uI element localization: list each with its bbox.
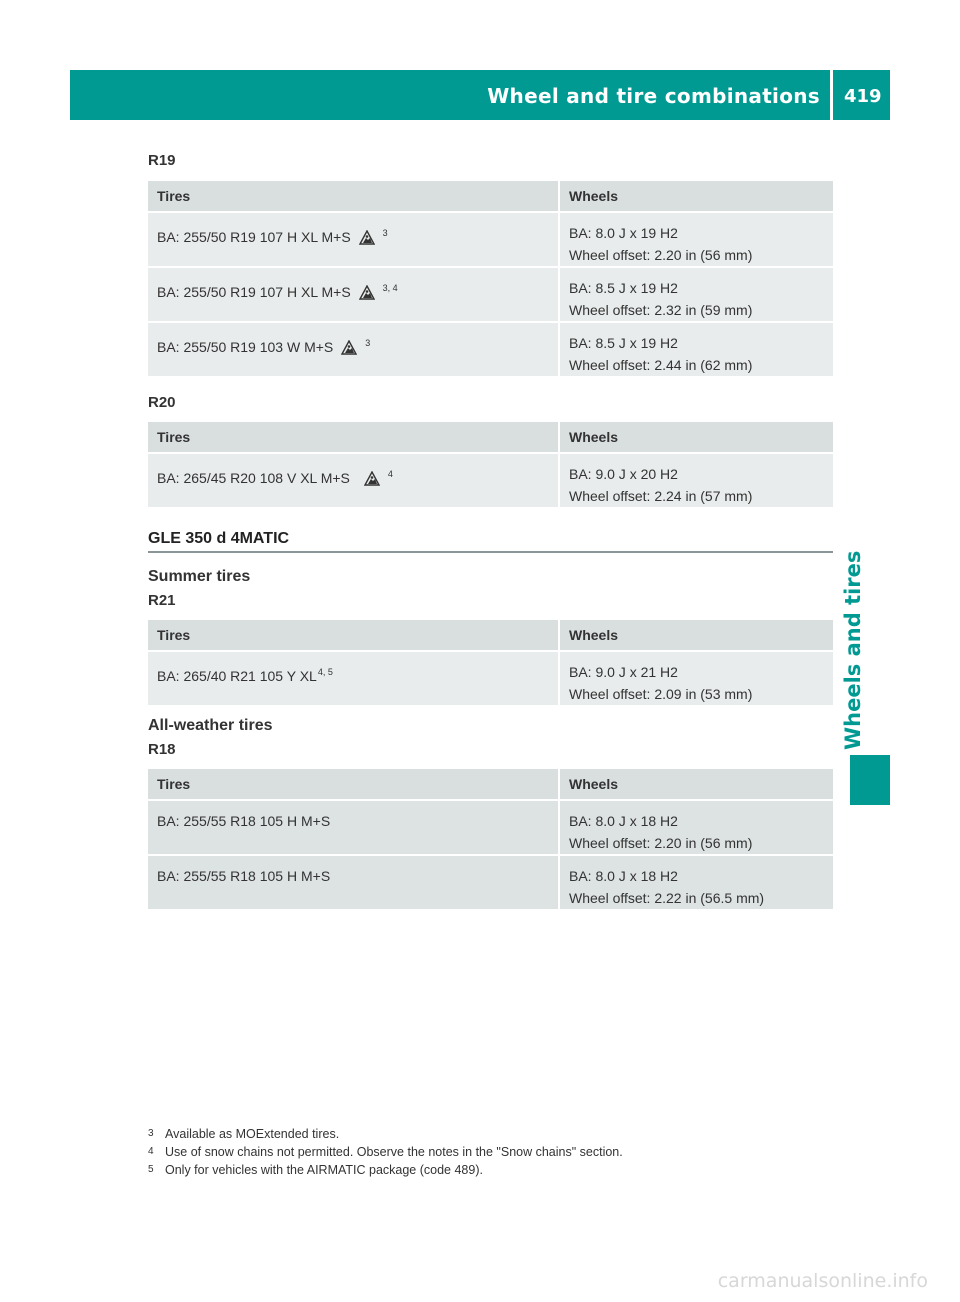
wheel-cell bbox=[560, 454, 833, 509]
table-header-row bbox=[148, 181, 833, 213]
column-header-wheels: Wheels bbox=[560, 769, 833, 801]
table-header-row bbox=[148, 620, 833, 652]
column-header-wheels: Wheels bbox=[560, 422, 833, 454]
wheel-cell bbox=[560, 268, 833, 323]
page-title: Wheel and tire combinations bbox=[487, 84, 820, 108]
wheel-spec: BA: 8.5 J x 19 H2 bbox=[569, 280, 678, 296]
side-tab-block bbox=[850, 755, 890, 805]
wheel-spec: BA: 8.5 J x 19 H2 bbox=[569, 335, 678, 351]
summer-tires-heading: Summer tires bbox=[148, 568, 251, 585]
section-label-r18: R18 bbox=[148, 741, 176, 758]
wheel-cell bbox=[560, 323, 833, 378]
tire-cell bbox=[148, 652, 560, 707]
wheel-offset: Wheel offset: 2.44 in (62 mm) bbox=[569, 357, 753, 373]
table-row bbox=[148, 454, 833, 509]
snowflake-mountain-icon bbox=[359, 229, 375, 251]
table-r20 bbox=[148, 422, 833, 509]
footnotes bbox=[148, 1125, 623, 1179]
watermark: carmanualsonline.info bbox=[717, 1270, 928, 1292]
table-row bbox=[148, 323, 833, 378]
footnote bbox=[148, 1125, 623, 1143]
footnote-text: Available as MOExtended tires. bbox=[165, 1127, 340, 1141]
side-tab-label: Wheels and tires bbox=[841, 550, 865, 750]
table-row bbox=[148, 652, 833, 707]
table-header-row bbox=[148, 422, 833, 454]
tire-spec: BA: 255/50 R19 107 H XL M+S bbox=[157, 229, 351, 245]
section-label-r19: R19 bbox=[148, 152, 176, 169]
wheel-offset: Wheel offset: 2.20 in (56 mm) bbox=[569, 835, 753, 851]
wheel-cell bbox=[560, 652, 833, 707]
column-header-tires: Tires bbox=[148, 769, 560, 801]
section-label-r21: R21 bbox=[148, 592, 176, 609]
wheel-offset: Wheel offset: 2.32 in (59 mm) bbox=[569, 302, 753, 318]
footnote-ref: 4 bbox=[387, 469, 393, 479]
wheel-cell bbox=[560, 801, 833, 856]
wheel-offset: Wheel offset: 2.24 in (57 mm) bbox=[569, 488, 753, 504]
footnote-number: 5 bbox=[148, 1164, 154, 1175]
header-divider bbox=[830, 70, 833, 120]
wheel-cell bbox=[560, 856, 833, 911]
tire-cell bbox=[148, 213, 560, 268]
footnote-ref: 4, 5 bbox=[317, 667, 333, 677]
table-header-row bbox=[148, 769, 833, 801]
footnote-text: Only for vehicles with the AIRMATIC package (code 489). bbox=[165, 1163, 483, 1177]
column-header-tires: Tires bbox=[148, 422, 560, 454]
all-weather-tires-heading: All-weather tires bbox=[148, 717, 273, 734]
wheel-cell bbox=[560, 213, 833, 268]
wheel-spec: BA: 8.0 J x 18 H2 bbox=[569, 868, 678, 884]
table-row bbox=[148, 213, 833, 268]
table-row bbox=[148, 856, 833, 911]
wheel-offset: Wheel offset: 2.20 in (56 mm) bbox=[569, 247, 753, 263]
wheel-offset: Wheel offset: 2.09 in (53 mm) bbox=[569, 686, 753, 702]
tire-spec: BA: 265/40 R21 105 Y XL bbox=[157, 668, 317, 684]
wheel-offset: Wheel offset: 2.22 in (56.5 mm) bbox=[569, 890, 765, 906]
column-header-wheels: Wheels bbox=[560, 181, 833, 213]
wheel-spec: BA: 8.0 J x 19 H2 bbox=[569, 225, 678, 241]
snowflake-mountain-icon bbox=[364, 470, 380, 492]
section-label-r20: R20 bbox=[148, 394, 176, 411]
snowflake-mountain-icon bbox=[359, 284, 375, 306]
tire-spec: BA: 255/50 R19 107 H XL M+S bbox=[157, 284, 351, 300]
footnote-number: 3 bbox=[148, 1128, 154, 1139]
page-number: 419 bbox=[844, 86, 882, 107]
snowflake-mountain-icon bbox=[341, 339, 357, 361]
tire-cell bbox=[148, 801, 560, 856]
table-r19 bbox=[148, 181, 833, 378]
tire-cell bbox=[148, 856, 560, 911]
column-header-wheels: Wheels bbox=[560, 620, 833, 652]
model-heading: GLE 350 d 4MATIC bbox=[148, 530, 290, 547]
tire-spec: BA: 255/50 R19 103 W M+S bbox=[157, 339, 334, 355]
footnote-text: Use of snow chains not permitted. Observe the notes in the "Snow chains" section. bbox=[165, 1145, 623, 1159]
footnote bbox=[148, 1143, 623, 1161]
heading-rule bbox=[148, 551, 833, 553]
tire-cell bbox=[148, 323, 560, 378]
table-r21 bbox=[148, 620, 833, 707]
table-row bbox=[148, 801, 833, 856]
tire-spec: BA: 265/45 R20 108 V XL M+S bbox=[157, 470, 350, 486]
tire-cell bbox=[148, 454, 560, 509]
footnote-ref: 3 bbox=[365, 338, 371, 348]
footnote bbox=[148, 1161, 623, 1179]
wheel-spec: BA: 9.0 J x 20 H2 bbox=[569, 466, 678, 482]
column-header-tires: Tires bbox=[148, 181, 560, 213]
footnote-ref: 3 bbox=[382, 228, 388, 238]
table-r18 bbox=[148, 769, 833, 911]
tire-spec: BA: 255/55 R18 105 H M+S bbox=[157, 868, 331, 884]
column-header-tires: Tires bbox=[148, 620, 560, 652]
wheel-spec: BA: 8.0 J x 18 H2 bbox=[569, 813, 678, 829]
footnote-ref: 3, 4 bbox=[382, 283, 398, 293]
wheel-spec: BA: 9.0 J x 21 H2 bbox=[569, 664, 678, 680]
tire-cell bbox=[148, 268, 560, 323]
footnote-number: 4 bbox=[148, 1146, 154, 1157]
table-row bbox=[148, 268, 833, 323]
tire-spec: BA: 255/55 R18 105 H M+S bbox=[157, 813, 331, 829]
